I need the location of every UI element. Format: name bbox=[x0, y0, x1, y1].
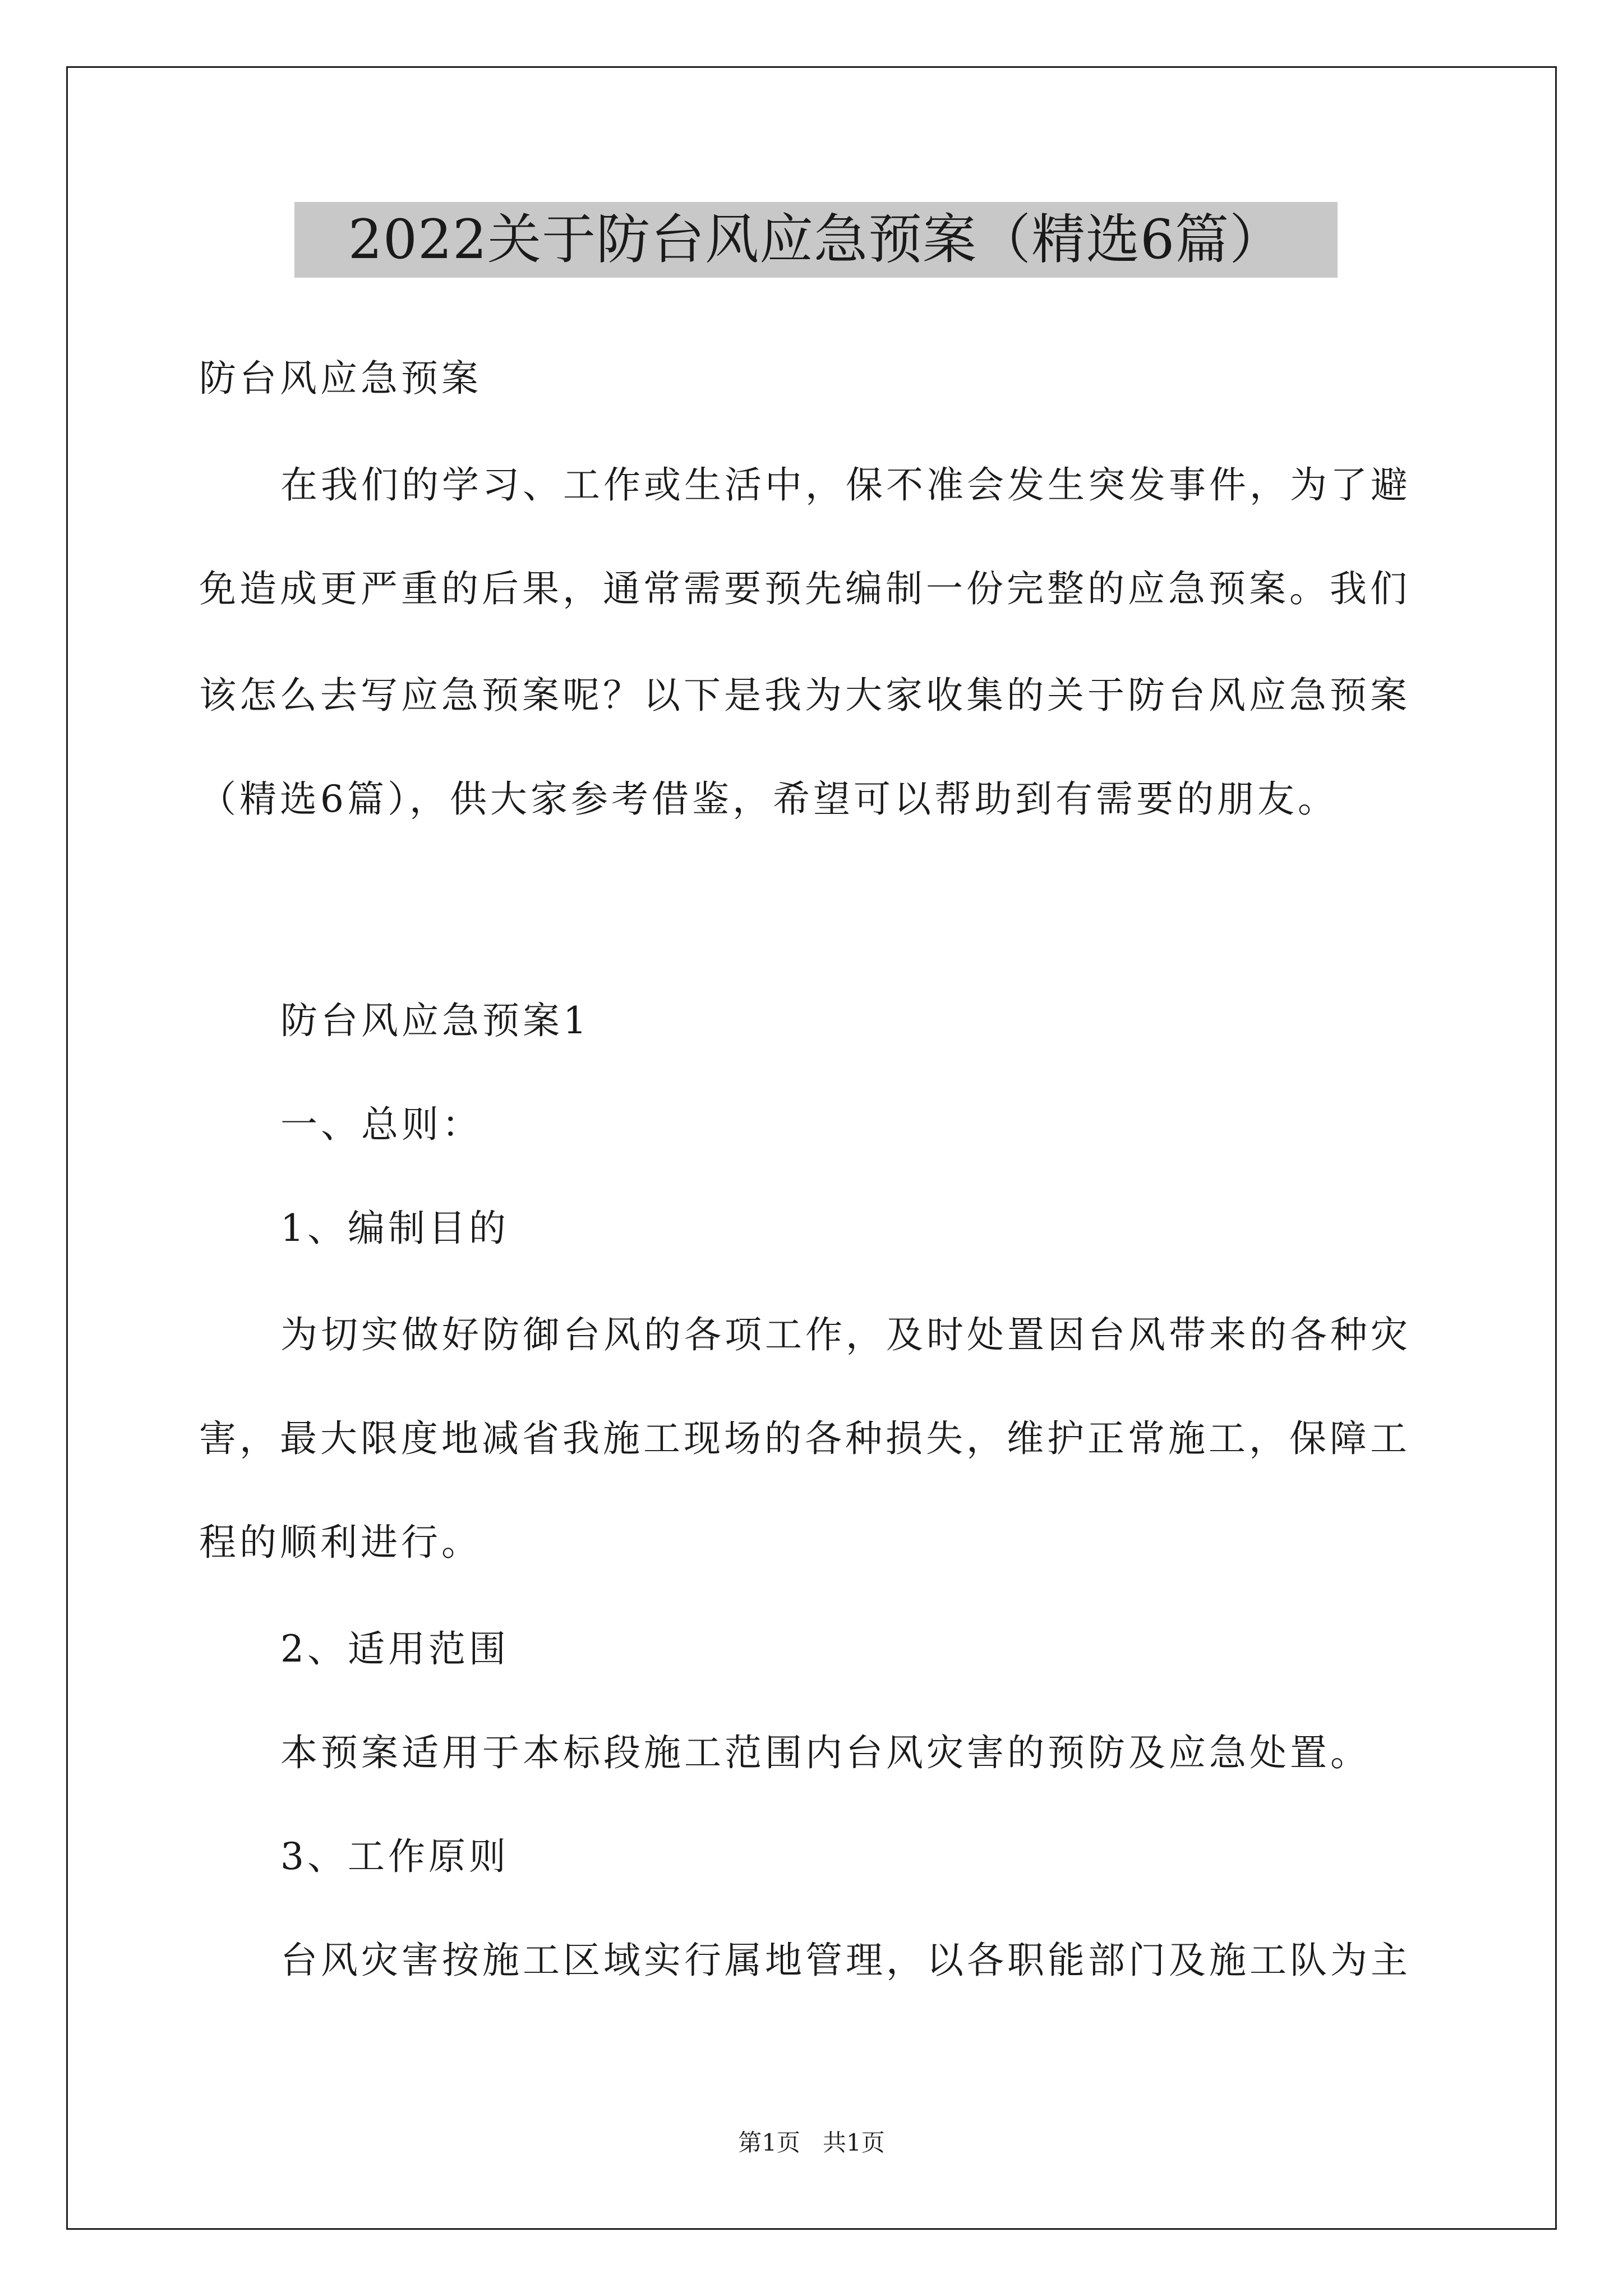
paragraph-line: 在我们的学习、工作或生活中，保不准会发生突发事件，为了避 bbox=[280, 463, 1411, 507]
subsection-heading: 3、工作原则 bbox=[280, 1835, 509, 1878]
section-heading: 防台风应急预案 bbox=[199, 357, 482, 400]
paragraph-line: 程的顺利进行。 bbox=[199, 1521, 482, 1564]
paragraph-line: 免造成更严重的后果，通常需要预先编制一份完整的应急预案。我们 bbox=[199, 567, 1410, 610]
paragraph-line: 该怎么去写应急预案呢？以下是我为大家收集的关于防台风应急预案 bbox=[199, 674, 1410, 717]
paragraph-line: 害，最大限度地减省我施工现场的各种损失，维护正常施工，保障工 bbox=[199, 1417, 1410, 1460]
paragraph-line: 本预案适用于本标段施工范围内台风灾害的预防及应急处置。 bbox=[280, 1731, 1371, 1774]
paragraph-line: 为切实做好防御台风的各项工作，及时处置因台风带来的各种灾 bbox=[280, 1313, 1411, 1356]
subsection-heading: 一、总则： bbox=[280, 1103, 482, 1146]
paragraph-line: 台风灾害按施工区域实行属地管理，以各职能部门及施工队为主 bbox=[280, 1939, 1411, 1982]
subsection-heading: 2、适用范围 bbox=[280, 1627, 509, 1671]
page-number: 第1页 共1页 bbox=[738, 2129, 885, 2156]
subsection-heading: 1、编制目的 bbox=[280, 1207, 509, 1250]
document-title: 2022关于防台风应急预案（精选6篇） bbox=[294, 202, 1338, 278]
subsection-heading: 防台风应急预案1 bbox=[280, 999, 590, 1042]
paragraph-line: （精选6篇），供大家参考借鉴，希望可以帮助到有需要的朋友。 bbox=[199, 777, 1338, 821]
